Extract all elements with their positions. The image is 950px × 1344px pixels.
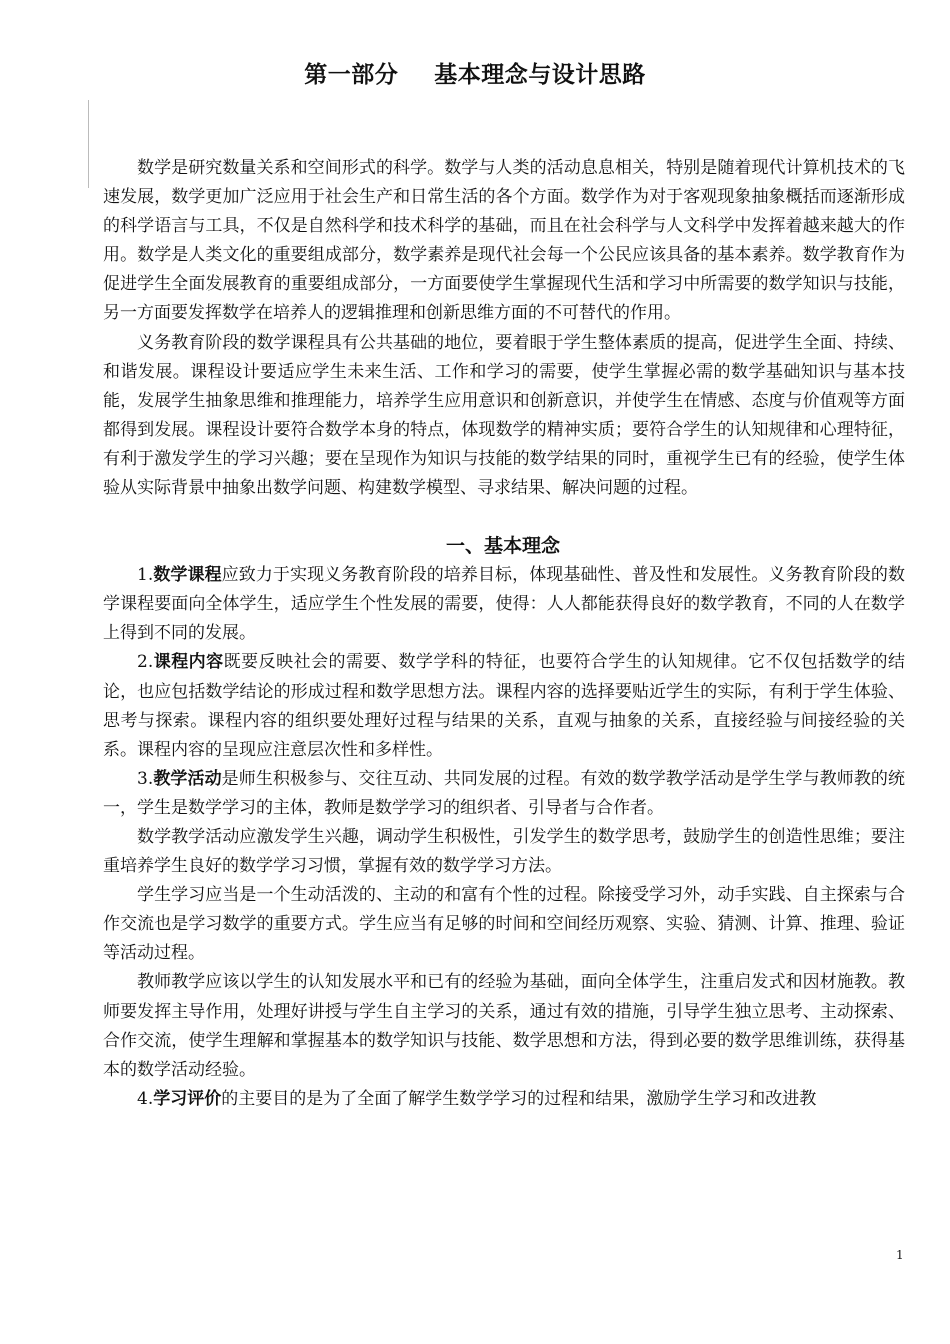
item-term: 数学课程 [153,565,222,586]
item-text: 的主要目的是为了全面了解学生数学学习的过程和结果，激励学生学习和改进教 [221,1088,817,1109]
title-text: 基本理念与设计思路 [434,62,646,88]
item-text: 是师生积极参与、交往互动、共同发展的过程。有效的数学教学活动是学生学与教师教的统一，学生是数学学习的主体，教师是数学学习的组织者、引导者与合作者。 [103,768,906,818]
item-term: 课程内容 [153,652,224,673]
item-number: 4. [137,1088,154,1109]
item-text: 既要反映社会的需要、数学学科的特征，也要符合学生的认知规律。它不仅包括数学的结论，也应包括数学结论的形成过程和数学思想方法。课程内容的选择要贴近学生的实际，有利于学生体验、思考与探索。课程内容的组织要处理好过程与结果的关系，直观与抽象的关系，直接经验与间接经验的关系。课程内容的呈现应注意层次性和多样性。 [103,652,906,760]
page-number: 1 [896,1248,904,1262]
section-heading: 一、基本理念 [445,535,560,558]
part-label: 第一部分 [304,62,399,88]
principle-item-4 [103,1085,905,1114]
principle-item-3 [103,765,905,823]
page-title [0,56,950,89]
margin-mark [88,100,91,188]
teaching-paragraph-3: 教师教学应该以学生的认知发展水平和已有的经验为基础，面向全体学生，注重启发式和因材施教。教师要发挥主导作用，处理好讲授与学生自主学习的关系，通过有效的措施，引导学生独立思考、主动探索、合作交流，使学生理解和掌握基本的数学知识与技能、数学思想和方法，得到必要的数学思维训练，获得基本的数学活动经验。 [103,972,905,1080]
intro-paragraph-2: 义务教育阶段的数学课程具有公共基础的地位，要着眼于学生整体素质的提高，促进学生全面、持续、和谐发展。课程设计要适应学生未来生活、工作和学习的需要，使学生掌握必需的数学基础知识与基本技能，发展学生抽象思维和推理能力，培养学生应用意识和创新意识，并使学生在情感、态度与价值观等方面都得到发展。课程设计要符合数学本身的特点，体现数学的精神实质；要符合学生的认知规律和心理特征，有利于激发学生的学习兴趣；要在呈现作为知识与技能的数学结果的同时，重视学生已有的经验，使学生体验从实际背景中抽象出数学问题、构建数学模型、寻求结果、解决问题的过程。 [103,332,905,499]
teaching-paragraph-1: 数学教学活动应激发学生兴趣，调动学生积极性，引发学生的数学思考，鼓励学生的创造性思维；要注重培养学生良好的数学学习习惯，掌握有效的数学学习方法。 [103,826,905,877]
item-text: 应致力于实现义务教育阶段的培养目标，体现基础性、普及性和发展性。义务教育阶段的数学课程要面向全体学生，适应学生个性发展的需要，使得：人人都能获得良好的数学教育，不同的人在数学上得到不同的发展。 [103,565,906,644]
teaching-paragraph-2: 学生学习应当是一个生动活泼的、主动的和富有个性的过程。除接受学习外，动手实践、自主探索与合作交流也是学习数学的重要方式。学生应当有足够的时间和空间经历观察、实验、猜测、计算、推理、验证等活动过程。 [103,885,905,964]
item-term: 学习评价 [153,1088,222,1109]
intro-paragraph-1: 数学是研究数量关系和空间形式的科学。数学与人类的活动息息相关，特别是随着现代计算机技术的飞速发展，数学更加广泛应用于社会生产和日常生活的各个方面。数学作为对于客观现象抽象概括而逐渐形成的科学语言与工具，不仅是自然科学和技术科学的基础，而且在社会科学与人文科学中发挥着越来越大的作用。数学是人类文化的重要组成部分，数学素养是现代社会每一个公民应该具备的基本素养。数学教育作为促进学生全面发展教育的重要组成部分，一方面要使学生掌握现代生活和学习中所需要的数学知识与技能，另一方面要发挥数学在培养人的逻辑推理和创新思维方面的不可替代的作用。 [103,158,905,324]
item-number: 1. [137,565,154,586]
principle-item-1 [103,561,905,648]
document-body [103,154,905,1114]
principle-item-2 [103,648,905,764]
item-number: 3. [137,768,154,789]
item-term: 教学活动 [153,768,222,789]
item-number: 2. [137,652,154,673]
